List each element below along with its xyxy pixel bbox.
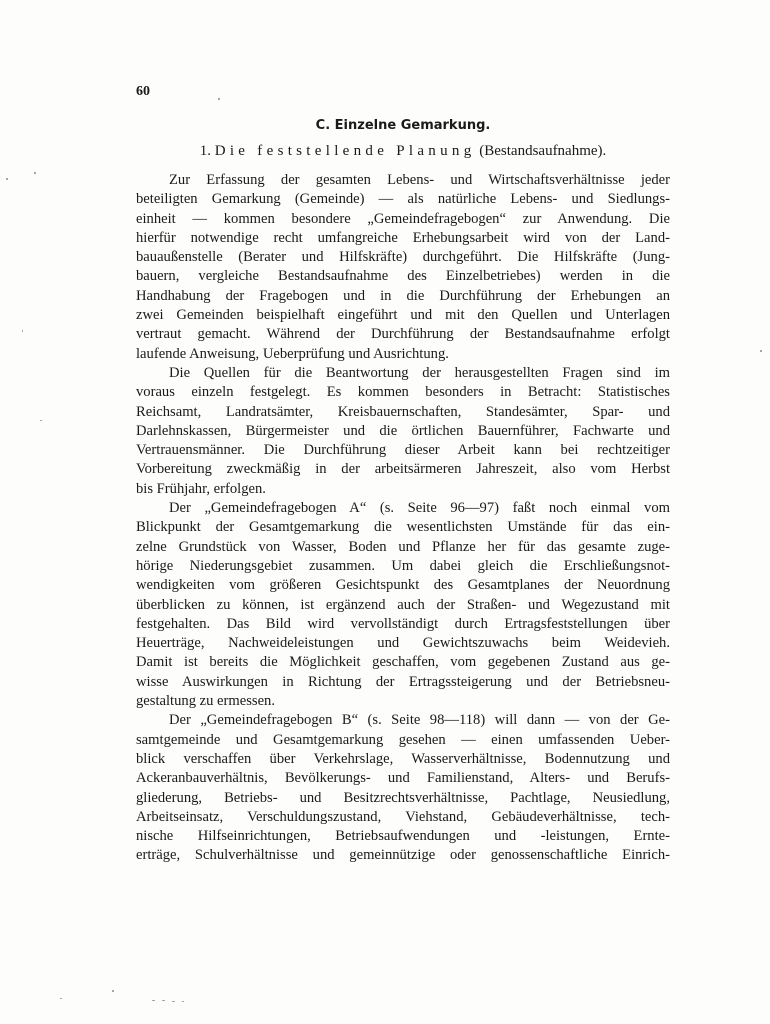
- text-line: nische Hilfseinrichtungen, Betriebsaufwendungen und -leistungen, Ernte-: [136, 828, 670, 845]
- text-line: laufende Anweisung, Ueberprüfung und Ausrichtung.: [136, 345, 449, 362]
- text-line: voraus einzeln festgelegt. Es kommen besonders in Betracht: Statistisches: [136, 384, 670, 401]
- text-line: Zur Erfassung der gesamten Lebens- und Wirtschaftsverhältnisse jeder: [169, 172, 670, 188]
- scan-speck: [40, 420, 42, 421]
- scan-speck: [152, 1000, 155, 1001]
- text-line: Handhabung der Fragebogen und in die Durchführung der Erhebungen an: [136, 287, 670, 304]
- text-line: beteiligten Gemarkung (Gemeinde) — als natürliche Lebens- und Siedlungs-: [136, 191, 670, 208]
- text-line: Der „Gemeindefragebogen B“ (s. Seite 98—118) will dann — von der Ge-: [169, 712, 670, 729]
- text-line: blick verschaffen über Verkehrslage, Wasserverhältnisse, Bodennutzung und: [136, 750, 670, 767]
- scan-speck: [22, 330, 23, 332]
- scan-speck: [760, 350, 762, 352]
- text-line: erträge, Schulverhältnisse und gemeinnützige oder genossenschaftliche Einrich-: [136, 847, 670, 864]
- text-line: zwei Gemeinden beispielhaft eingeführt und mit den Quellen und Unterlagen: [136, 307, 670, 324]
- text-line: Arbeitseinsatz, Verschuldungszustand, Viehstand, Gebäudeverhältnisse, tech-: [136, 808, 670, 825]
- text-line: Darlehnskassen, Bürgermeister und die örtlichen Bauernführer, Fachwarte und: [136, 422, 670, 439]
- text-line: wendigkeiten vom größeren Gesichtspunkt des Gesamtplanes der Neuordnung: [136, 577, 670, 594]
- scan-speck: [60, 998, 62, 999]
- text-line: Reichsamt, Landratsämter, Kreisbauernschaften, Standesämter, Spar- und: [136, 403, 670, 420]
- subtitle: [136, 143, 670, 160]
- text-line: Ackeranbauverhältnis, Bevölkerungs- und Familienstand, Alters- und Berufs-: [136, 770, 670, 787]
- text-line: einheit — kommen besondere „Gemeindefragebogen“ zur Anwendung. Die: [136, 210, 670, 227]
- text-line: Der „Gemeindefragebogen A“ (s. Seite 96—97) faßt noch einmal vom: [169, 500, 670, 517]
- text-line: Damit ist bereits die Möglichkeit geschaffen, vom gegebenen Zustand aus ge-: [136, 654, 670, 671]
- text-line: zelne Grundstück von Wasser, Boden und Pflanze her für das gesamte zuge-: [136, 538, 670, 555]
- paragraph: [136, 364, 670, 499]
- subtitle-rest: (Bestandsaufnahme).: [479, 143, 607, 159]
- scan-speck: [112, 990, 114, 992]
- text-line: gestaltung zu ermessen.: [136, 693, 276, 710]
- page-number: 60: [136, 84, 150, 99]
- scan-speck: [182, 1001, 184, 1002]
- paragraph: [136, 171, 670, 364]
- text-line: vertraut gemacht. Während der Durchführung der Bestandsaufnahme erfolgt: [136, 326, 670, 343]
- paragraph: [136, 711, 670, 865]
- text-line: Die Quellen für die Beantwortung der herausgestellten Fragen sind im: [169, 364, 670, 381]
- text-line: wisse Auswirkungen in Richtung der Ertragssteigerung und der Betriebsneu-: [136, 673, 670, 690]
- scan-speck: [34, 172, 36, 174]
- text-line: Blickpunkt der Gesamtgemarkung die wesentlichsten Umstände für das ein-: [136, 519, 670, 536]
- scan-speck: [218, 98, 220, 100]
- text-line: überblicken zu können, ist ergänzend auch der Straßen- und Wegezustand mit: [136, 596, 670, 613]
- text-line: bauaußenstelle (Berater und Hilfskräfte) durchgeführt. Die Hilfskräfte (Jung-: [136, 249, 670, 266]
- paragraph: [136, 499, 670, 711]
- text-line: Vertrauensmänner. Die Durchführung dieser Arbeit kann bei rechtzeitiger: [136, 442, 670, 459]
- section-title: C. Einzelne Gemarkung.: [315, 118, 491, 133]
- body-text: [136, 171, 670, 866]
- text-line: Vorbereitung zweckmäßig in der arbeitsärmeren Jahreszeit, also vom Herbst: [136, 461, 670, 478]
- text-line: samtgemeinde und Gesamtgemarkung gesehen — einen umfassenden Ueber-: [136, 731, 670, 748]
- subtitle-number: 1.: [199, 143, 211, 159]
- scan-speck: [162, 1000, 165, 1001]
- text-line: gliederung, Betriebs- und Besitzrechtsverhältnisse, Pachtlage, Neusiedlung,: [136, 789, 670, 806]
- text-line: Heuerträge, Nachweideleistungen und Gewichtszuwachs beim Weidevieh.: [136, 635, 670, 652]
- subtitle-spaced-term: Die feststellende Planung: [214, 143, 476, 159]
- text-line: hörige Niederungsgebiet zusammen. Um dabei gleich die Erschließungsnot-: [136, 557, 670, 574]
- text-line: hierfür notwendige recht umfangreiche Erhebungsarbeit wird von der Land-: [136, 229, 670, 246]
- text-line: festgehalten. Das Bild wird vervollständigt durch Ertragsfeststellungen über: [136, 615, 670, 632]
- scan-speck: [172, 1001, 175, 1002]
- text-line: bauern, vergleiche Bestandsaufnahme des Einzelbetriebes) werden in die: [136, 268, 670, 285]
- scan-speck: [6, 178, 8, 180]
- text-line: bis Frühjahr, erfolgen.: [136, 480, 266, 497]
